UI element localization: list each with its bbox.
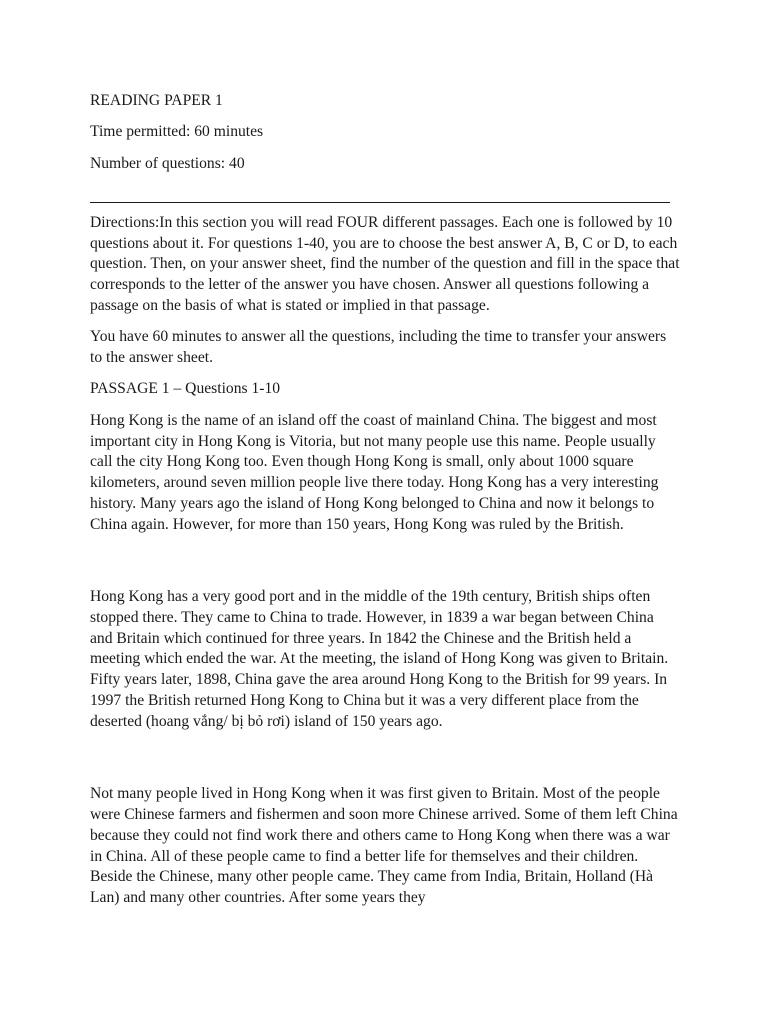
number-of-questions: Number of questions: 40 <box>90 154 245 172</box>
passage-paragraph: Hong Kong has a very good port and in the middle of the 19th century, British ships often stopped there. They came to China to trade. However, in 1839 a war began between China and Britain which continued for three years. In 1842 the Chinese and the British held a meeting which ended the war. At the meeting, the island of Hong Kong was given to Britain. Fifty years later, 1898, China gave the area around Hong Kong to the British for 99 years. In 1997 the British returned Hong Kong to China but it was a very different place from the deserted (hoang vắng/ bị bỏ rơi) island of 150 years ago. <box>90 588 669 730</box>
passage-paragraph: Not many people lived in Hong Kong when it was first given to Britain. Most of the people were Chinese farmers and fishermen and soon more Chinese arrived. Some of them left China because they could not find work there and others came to Hong Kong when there was a war in China. All of these people came to find a better life for themselves and their children. Beside the Chinese, many other people came. They came from India, Britain, Holland (Hà Lan) and many other countries. After some years they <box>90 785 678 907</box>
time-note-paragraph: You have 60 minutes to answer all the questions, including the time to transfer your answers to the answer sheet. <box>90 328 667 367</box>
paragraph-spacer <box>90 546 680 587</box>
paragraph-spacer <box>90 743 680 784</box>
passage-paragraph: Hong Kong is the name of an island off the coast of mainland China. The biggest and most important city in Hong Kong is Vitoria, but not many people use this name. People usually call the city Hong Kong too. Even though Hong Kong is small, only about 1000 square kilometers, around seven million people live there today. Hong Kong has a very interesting history. Many years ago the island of Hong Kong belonged to China and now it belongs to China again. However, for more than 150 years, Hong Kong was ruled by the British. <box>90 411 659 533</box>
passage-heading: PASSAGE 1 – Questions 1-10 <box>90 380 281 398</box>
horizontal-rule <box>90 185 680 205</box>
document-page <box>90 91 680 919</box>
directions-paragraph: Directions:In this section you will read FOUR different passages. Each one is followed by 10 questions about it. For questions 1-40, you are to choose the best answer A, B, C or D, to each question. Then, on your answer sheet, find the number of the question and fill in the space that corresponds to the letter of the answer you have chosen. Answer all questions following a passage on the basis of what is stated or implied in that passage. <box>90 213 680 315</box>
paper-title: READING PAPER 1 <box>90 92 223 109</box>
time-permitted: Time permitted: 60 minutes <box>90 123 264 141</box>
